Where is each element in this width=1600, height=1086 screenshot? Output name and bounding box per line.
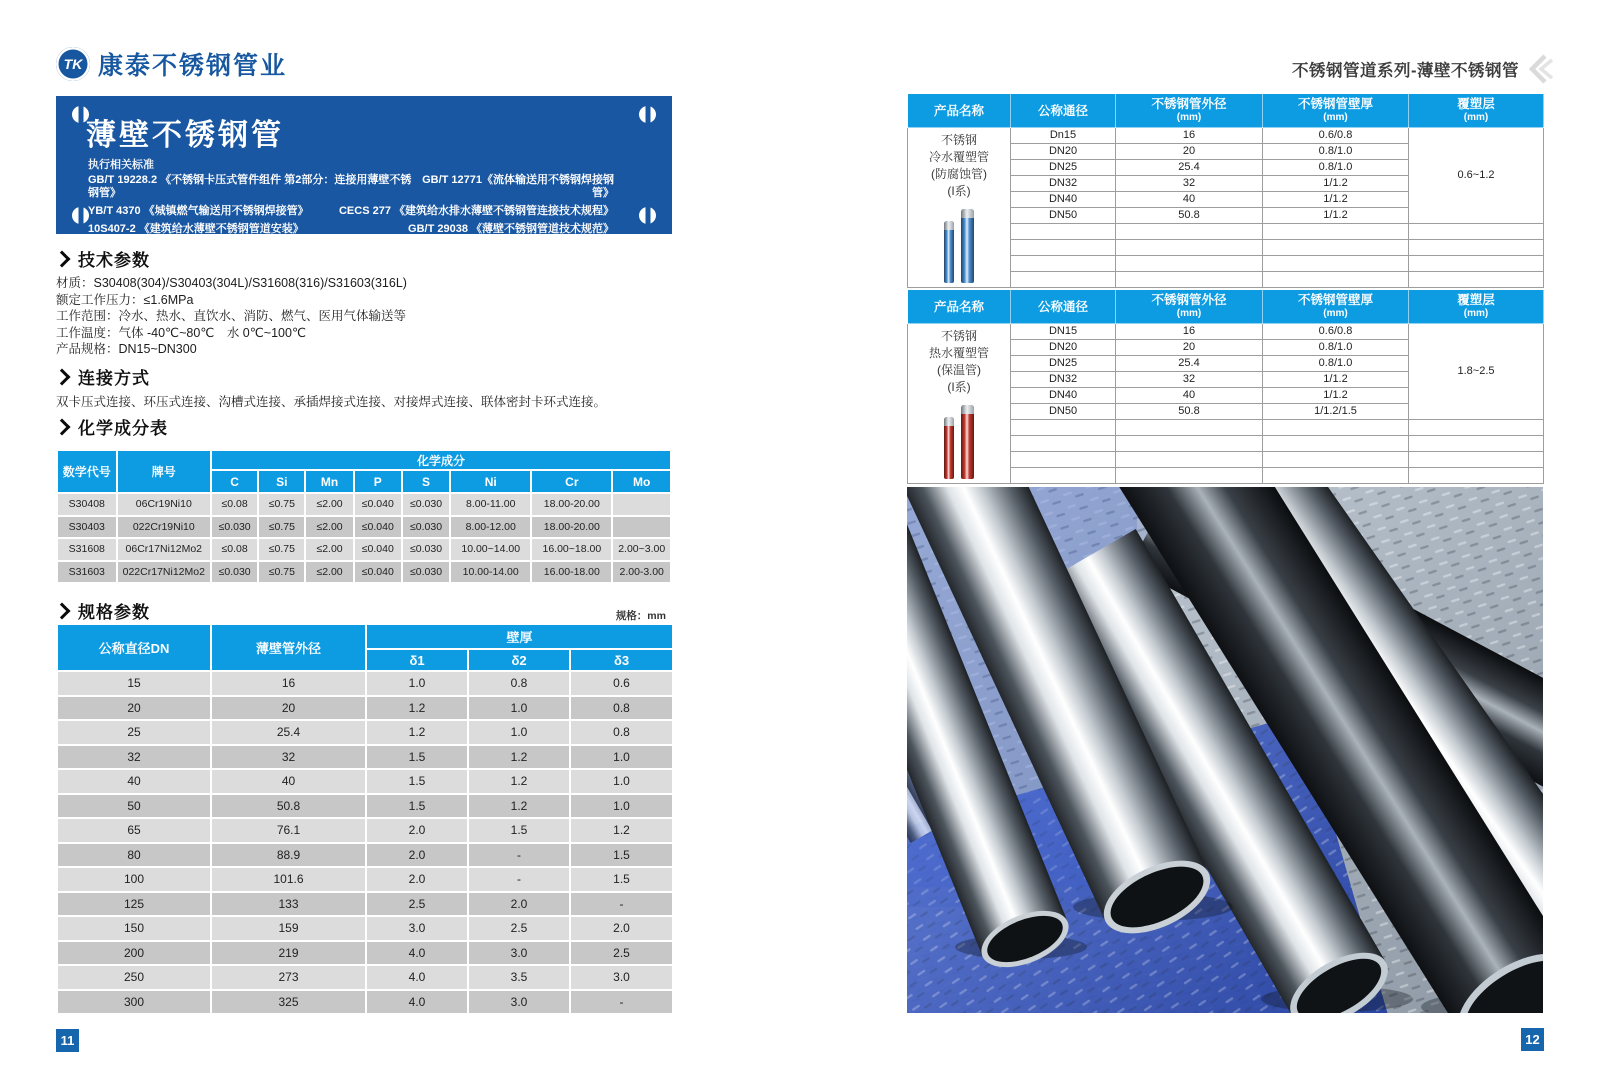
- product-name-line: (防腐蚀管): [931, 167, 987, 181]
- chem-row: [58, 539, 670, 560]
- spec-value: 2.5: [469, 917, 569, 940]
- product-name-line: (I系): [947, 184, 971, 198]
- chevron-right-icon: [54, 368, 71, 385]
- chem-grade: 022Cr17Ni12Mo2: [118, 562, 210, 583]
- tech-parameters: [56, 275, 672, 358]
- product-name-line: (I系): [947, 380, 971, 394]
- spec-value: 50: [58, 795, 210, 818]
- product-od: 20: [1116, 340, 1263, 356]
- chem-value: ≤0.040: [355, 539, 401, 560]
- spec-value: 0.8: [571, 697, 672, 720]
- chem-value: ≤0.030: [212, 562, 257, 583]
- product-od: 25.4: [1116, 356, 1263, 372]
- spec-row: [58, 868, 672, 891]
- section-heading-connection: 连接方式: [56, 364, 150, 389]
- chem-value: ≤2.00: [306, 539, 352, 560]
- empty-cell: [1409, 452, 1544, 468]
- col-header-dn: 公称通径: [1011, 94, 1116, 128]
- spec-value: 1.0: [367, 672, 467, 695]
- page-number-right: 12: [1521, 1028, 1544, 1051]
- spec-row: [58, 697, 672, 720]
- product-wall: 1/1.2/1.5: [1263, 404, 1409, 420]
- right-page-header: [907, 54, 1553, 84]
- product-wall: 1/1.2: [1263, 208, 1409, 224]
- spec-value: 1.2: [469, 795, 569, 818]
- coating-value: 0.6~1.2: [1409, 128, 1544, 224]
- pipe-end-icon: [639, 207, 656, 224]
- spec-value: 3.0: [469, 942, 569, 965]
- tech-line: 工作范围：冷水、热水、直饮水、消防、燃气、医用气体输送等: [56, 309, 407, 323]
- empty-cell: [1011, 272, 1116, 288]
- col-header-group: 化学成分: [212, 451, 670, 469]
- product-table: [907, 93, 1544, 288]
- product-wall: 1/1.2: [1263, 388, 1409, 404]
- product-row: [908, 324, 1544, 340]
- empty-cell: [1011, 256, 1116, 272]
- chem-value: ≤0.75: [259, 517, 304, 538]
- col-header-element: C: [212, 471, 257, 492]
- brand-logo: [56, 46, 287, 82]
- product-wall: 1/1.2: [1263, 192, 1409, 208]
- spec-value: 2.0: [571, 917, 672, 940]
- title-banner: [56, 96, 672, 234]
- spec-value: 40: [212, 770, 365, 793]
- empty-cell: [1409, 256, 1544, 272]
- product-dn: DN20: [1011, 340, 1116, 356]
- spec-row: [58, 746, 672, 769]
- spec-value: 1.5: [367, 770, 467, 793]
- standard-item: CECS 277 《建筑给水排水薄壁不锈钢管连接技术规程》: [338, 205, 614, 217]
- col-header-od: 薄壁管外径: [212, 625, 365, 670]
- spec-value: 4.0: [367, 942, 467, 965]
- empty-cell: [1409, 468, 1544, 484]
- product-wall: 0.8/1.0: [1263, 356, 1409, 372]
- col-header-od: 不锈钢管外径 (mm): [1116, 290, 1263, 324]
- spec-value: 3.5: [469, 966, 569, 989]
- spec-row: [58, 991, 672, 1014]
- pipe-icon: [961, 405, 974, 479]
- standard-item: GB/T 12771《流体输送用不锈钢焊接钢管》: [422, 174, 614, 199]
- spec-value: 1.0: [571, 770, 672, 793]
- chem-value: ≤0.030: [403, 562, 449, 583]
- spec-value: 1.2: [469, 746, 569, 769]
- col-header-coating: 覆塑层 (mm): [1409, 290, 1544, 324]
- product-pipes-icon: [908, 405, 1010, 479]
- col-header-element: Ni: [451, 471, 530, 492]
- spec-value: 2.0: [367, 868, 467, 891]
- page-title: 薄壁不锈钢管: [86, 119, 284, 152]
- empty-cell: [1409, 436, 1544, 452]
- chevron-right-icon: [54, 418, 71, 435]
- chem-value: 2.00~3.00: [613, 539, 670, 560]
- spec-value: 1.2: [469, 770, 569, 793]
- pipe-icon: [944, 417, 954, 479]
- standards-row: [88, 174, 614, 200]
- spec-value: 15: [58, 672, 210, 695]
- spec-value: 273: [212, 966, 365, 989]
- spec-value: 20: [58, 697, 210, 720]
- product-dn: DN25: [1011, 160, 1116, 176]
- empty-cell: [1116, 224, 1263, 240]
- col-header-coating: 覆塑层 (mm): [1409, 94, 1544, 128]
- specification-table: [56, 623, 674, 1015]
- chem-value: ≤0.030: [403, 517, 449, 538]
- empty-cell: [1116, 272, 1263, 288]
- col-header-od: 不锈钢管外径 (mm): [1116, 94, 1263, 128]
- chem-value: 8.00-11.00: [451, 494, 530, 515]
- chem-value: ≤0.030: [212, 517, 257, 538]
- connection-methods: 双卡压式连接、环压式连接、沟槽式连接、承插焊接式连接、对接焊式连接、联体密封卡环式连接。: [56, 395, 607, 409]
- chem-code: S31603: [58, 562, 116, 583]
- empty-cell: [1116, 468, 1263, 484]
- empty-cell: [1263, 240, 1409, 256]
- chem-value: ≤0.040: [355, 562, 401, 583]
- spec-value: 25: [58, 721, 210, 744]
- chem-value: ≤0.75: [259, 562, 304, 583]
- spec-value: 88.9: [212, 844, 365, 867]
- empty-cell: [1011, 224, 1116, 240]
- chem-value: 10.00~14.00: [451, 539, 530, 560]
- tech-line: 产品规格：DN15~DN300: [56, 342, 197, 356]
- standard-item: GB/T 29038 《薄壁不锈钢管道技术规范》: [408, 223, 614, 235]
- spec-value: -: [571, 893, 672, 916]
- product-wall: 0.8/1.0: [1263, 160, 1409, 176]
- col-header-code: 数学代号: [58, 451, 116, 492]
- col-header-element: Mo: [613, 471, 670, 492]
- spec-row: [58, 672, 672, 695]
- section-heading-chem: 化学成分表: [56, 414, 168, 439]
- spec-row: [58, 917, 672, 940]
- double-chevron-left-icon: [1527, 54, 1553, 84]
- empty-cell: [1263, 436, 1409, 452]
- chem-table-body: [58, 494, 670, 582]
- spec-value: 325: [212, 991, 365, 1014]
- chem-row: [58, 494, 670, 515]
- product-name-line: 不锈钢: [940, 133, 977, 147]
- empty-cell: [1116, 452, 1263, 468]
- product-dn: DN15: [1011, 324, 1116, 340]
- col-header-dn: 公称直径DN: [58, 625, 210, 670]
- spec-value: 0.8: [571, 721, 672, 744]
- standards-caption: 执行相关标准: [88, 159, 154, 171]
- spec-value: 300: [58, 991, 210, 1014]
- spec-value: 200: [58, 942, 210, 965]
- product-od: 20: [1116, 144, 1263, 160]
- empty-cell: [1409, 272, 1544, 288]
- spec-value: 133: [212, 893, 365, 916]
- section-heading-tech: 技术参数: [56, 246, 150, 271]
- product-wall: 0.6/0.8: [1263, 128, 1409, 144]
- chem-value: 8.00-12.00: [451, 517, 530, 538]
- col-header-delta: δ3: [571, 650, 672, 670]
- spec-value: 0.8: [469, 672, 569, 695]
- pipe-end-icon: [639, 106, 656, 123]
- product-od: 50.8: [1116, 208, 1263, 224]
- product-name-line: 热水覆塑管: [928, 346, 989, 360]
- spec-unit-note: 规格：mm: [615, 610, 666, 622]
- spec-value: 2.0: [469, 893, 569, 916]
- standards-list: [88, 174, 614, 236]
- product-od: 40: [1116, 192, 1263, 208]
- spec-value: 101.6: [212, 868, 365, 891]
- chem-grade: 06Cr17Ni12Mo2: [118, 539, 210, 560]
- spec-table-body: [58, 672, 672, 1013]
- product-row: [908, 128, 1544, 144]
- standards-row: [88, 223, 614, 236]
- empty-cell: [1409, 240, 1544, 256]
- spec-value: 150: [58, 917, 210, 940]
- product-name-cell: [908, 128, 1011, 288]
- spec-value: 125: [58, 893, 210, 916]
- empty-cell: [1011, 468, 1116, 484]
- product-wall: 0.8/1.0: [1263, 340, 1409, 356]
- chem-value: ≤0.75: [259, 539, 304, 560]
- spec-value: 250: [58, 966, 210, 989]
- tech-line: 材质：S30408(304)/S30403(304L)/S31608(316)/S31603(316L): [56, 276, 407, 290]
- product-dn: DN40: [1011, 388, 1116, 404]
- chem-value: 16.00-18.00: [532, 562, 611, 583]
- spec-value: 32: [212, 746, 365, 769]
- product-wall: 0.6/0.8: [1263, 324, 1409, 340]
- chem-value: [613, 494, 670, 515]
- tech-line: 工作温度：气体 -40℃~80℃ 水 0℃~100℃: [56, 325, 306, 340]
- spec-value: 1.0: [571, 795, 672, 818]
- chevron-right-icon: [54, 250, 71, 267]
- spec-value: 2.5: [571, 942, 672, 965]
- empty-cell: [1263, 224, 1409, 240]
- chem-value: 18.00-20.00: [532, 517, 611, 538]
- spec-value: -: [469, 844, 569, 867]
- spec-value: 2.5: [367, 893, 467, 916]
- spec-value: 3.0: [367, 917, 467, 940]
- spec-value: 1.5: [571, 844, 672, 867]
- product-dn: DN32: [1011, 372, 1116, 388]
- page-number-left: 11: [56, 1029, 79, 1052]
- product-od: 16: [1116, 324, 1263, 340]
- spec-value: 65: [58, 819, 210, 842]
- brand-name: 康泰不锈钢管业: [98, 52, 288, 80]
- empty-cell: [1263, 420, 1409, 436]
- empty-cell: [1263, 468, 1409, 484]
- empty-cell: [1011, 452, 1116, 468]
- product-od: 25.4: [1116, 160, 1263, 176]
- chem-code: S30403: [58, 517, 116, 538]
- chem-value: ≤0.08: [212, 539, 257, 560]
- spec-value: 32: [58, 746, 210, 769]
- col-header-wall: 不锈钢管壁厚 (mm): [1263, 290, 1409, 324]
- col-header-delta: δ1: [367, 650, 467, 670]
- spec-value: 80: [58, 844, 210, 867]
- chem-value: 2.00-3.00: [613, 562, 670, 583]
- spec-row: [58, 721, 672, 744]
- empty-cell: [1116, 240, 1263, 256]
- chem-value: ≤0.08: [212, 494, 257, 515]
- spec-value: 40: [58, 770, 210, 793]
- chem-value: ≤0.75: [259, 494, 304, 515]
- product-table: [907, 289, 1544, 484]
- spec-value: 1.0: [571, 746, 672, 769]
- product-dn: DN20: [1011, 144, 1116, 160]
- pipes-photo: [907, 487, 1543, 1013]
- spec-value: 1.0: [469, 721, 569, 744]
- chem-value: 18.00-20.00: [532, 494, 611, 515]
- spec-value: 1.5: [367, 795, 467, 818]
- chemical-composition-table: [56, 449, 672, 584]
- empty-cell: [1263, 272, 1409, 288]
- chem-row: [58, 562, 670, 583]
- product-od: 32: [1116, 176, 1263, 192]
- product-name-cell: [908, 324, 1011, 484]
- spec-value: 3.0: [469, 991, 569, 1014]
- product-wall: 0.8/1.0: [1263, 144, 1409, 160]
- pipe-end-icon: [72, 207, 89, 224]
- spec-value: 2.0: [367, 844, 467, 867]
- empty-cell: [1116, 256, 1263, 272]
- product-name-line: 不锈钢: [940, 329, 977, 343]
- spec-value: 1.0: [469, 697, 569, 720]
- chem-value: 10.00-14.00: [451, 562, 530, 583]
- standard-item: YB/T 4370 《城镇燃气输送用不锈钢焊接管》: [88, 205, 309, 217]
- col-header-element: Cr: [532, 471, 611, 492]
- spec-row: [58, 795, 672, 818]
- col-header-wall-group: 壁厚: [367, 625, 672, 648]
- product-dn: DN32: [1011, 176, 1116, 192]
- col-header-element: S: [403, 471, 449, 492]
- chem-value: ≤0.040: [355, 517, 401, 538]
- spec-value: 25.4: [212, 721, 365, 744]
- tech-line: 额定工作压力：≤1.6MPa: [56, 292, 194, 307]
- spec-value: 100: [58, 868, 210, 891]
- spec-value: 0.6: [571, 672, 672, 695]
- chem-value: ≤2.00: [306, 517, 352, 538]
- chem-value: ≤2.00: [306, 494, 352, 515]
- chem-grade: 022Cr19Ni10: [118, 517, 210, 538]
- product-wall: 1/1.2: [1263, 372, 1409, 388]
- spec-row: [58, 942, 672, 965]
- product-od: 50.8: [1116, 404, 1263, 420]
- empty-cell: [1116, 420, 1263, 436]
- product-dn: DN50: [1011, 208, 1116, 224]
- chem-row: [58, 517, 670, 538]
- product-dn: DN40: [1011, 192, 1116, 208]
- col-header-element: P: [355, 471, 401, 492]
- product-name-line: (保温管): [937, 363, 981, 377]
- empty-cell: [1011, 436, 1116, 452]
- product-wall: 1/1.2: [1263, 176, 1409, 192]
- spec-value: 20: [212, 697, 365, 720]
- spec-value: 4.0: [367, 966, 467, 989]
- spec-value: -: [571, 991, 672, 1014]
- spec-value: 50.8: [212, 795, 365, 818]
- spec-value: 1.2: [367, 697, 467, 720]
- empty-cell: [1263, 256, 1409, 272]
- spec-value: -: [469, 868, 569, 891]
- spec-value: 1.2: [571, 819, 672, 842]
- col-header-dn: 公称通径: [1011, 290, 1116, 324]
- col-header-grade: 牌号: [118, 451, 210, 492]
- empty-cell: [1011, 420, 1116, 436]
- col-header-wall: 不锈钢管壁厚 (mm): [1263, 94, 1409, 128]
- coating-value: 1.8~2.5: [1409, 324, 1544, 420]
- spec-value: 76.1: [212, 819, 365, 842]
- empty-cell: [1409, 420, 1544, 436]
- empty-cell: [1409, 224, 1544, 240]
- spec-row: [58, 966, 672, 989]
- col-header-delta: δ2: [469, 650, 569, 670]
- col-header-product: 产品名称: [908, 94, 1011, 128]
- product-dn: Dn15: [1011, 128, 1116, 144]
- col-header-element: Si: [259, 471, 304, 492]
- standard-item: GB/T 19228.2 《不锈钢卡压式管件组件 第2部分：连接用薄壁不锈钢管》: [88, 174, 412, 199]
- spec-value: 4.0: [367, 991, 467, 1014]
- product-dn: DN25: [1011, 356, 1116, 372]
- chem-value: ≤0.030: [403, 494, 449, 515]
- chem-grade: 06Cr19Ni10: [118, 494, 210, 515]
- empty-cell: [1116, 436, 1263, 452]
- chem-code: S30408: [58, 494, 116, 515]
- spec-row: [58, 893, 672, 916]
- spec-row: [58, 819, 672, 842]
- spec-value: 16: [212, 672, 365, 695]
- chem-code: S31608: [58, 539, 116, 560]
- col-header-product: 产品名称: [908, 290, 1011, 324]
- standard-item: 10S407-2 《建筑给水薄壁不锈钢管道安装》: [88, 223, 304, 235]
- series-title: 不锈钢管道系列-薄壁不锈钢管: [1292, 62, 1519, 80]
- chem-value: ≤2.00: [306, 562, 352, 583]
- chem-value: 16.00~18.00: [532, 539, 611, 560]
- chem-value: ≤0.040: [355, 494, 401, 515]
- empty-cell: [1263, 452, 1409, 468]
- col-header-element: Mn: [306, 471, 352, 492]
- section-heading-spec: 规格参数: [56, 598, 150, 623]
- standards-row: [88, 205, 614, 218]
- spec-value: 1.5: [367, 746, 467, 769]
- product-dn: DN50: [1011, 404, 1116, 420]
- pipe-icon: [961, 209, 974, 283]
- spec-value: 3.0: [571, 966, 672, 989]
- product-od: 40: [1116, 388, 1263, 404]
- chem-value: ≤0.030: [403, 539, 449, 560]
- product-od: 16: [1116, 128, 1263, 144]
- spec-value: 1.5: [469, 819, 569, 842]
- spec-value: 159: [212, 917, 365, 940]
- empty-cell: [1011, 240, 1116, 256]
- spec-value: 219: [212, 942, 365, 965]
- pipe-icon: [944, 221, 954, 283]
- spec-row: [58, 770, 672, 793]
- spec-value: 1.2: [367, 721, 467, 744]
- product-pipes-icon: [908, 209, 1010, 283]
- spec-row: [58, 844, 672, 867]
- brand-logo-icon: TK: [56, 47, 90, 81]
- spec-value: 1.5: [571, 868, 672, 891]
- product-name-line: 冷水覆塑管: [928, 150, 989, 164]
- product-od: 32: [1116, 372, 1263, 388]
- chem-value: [613, 517, 670, 538]
- spec-value: 2.0: [367, 819, 467, 842]
